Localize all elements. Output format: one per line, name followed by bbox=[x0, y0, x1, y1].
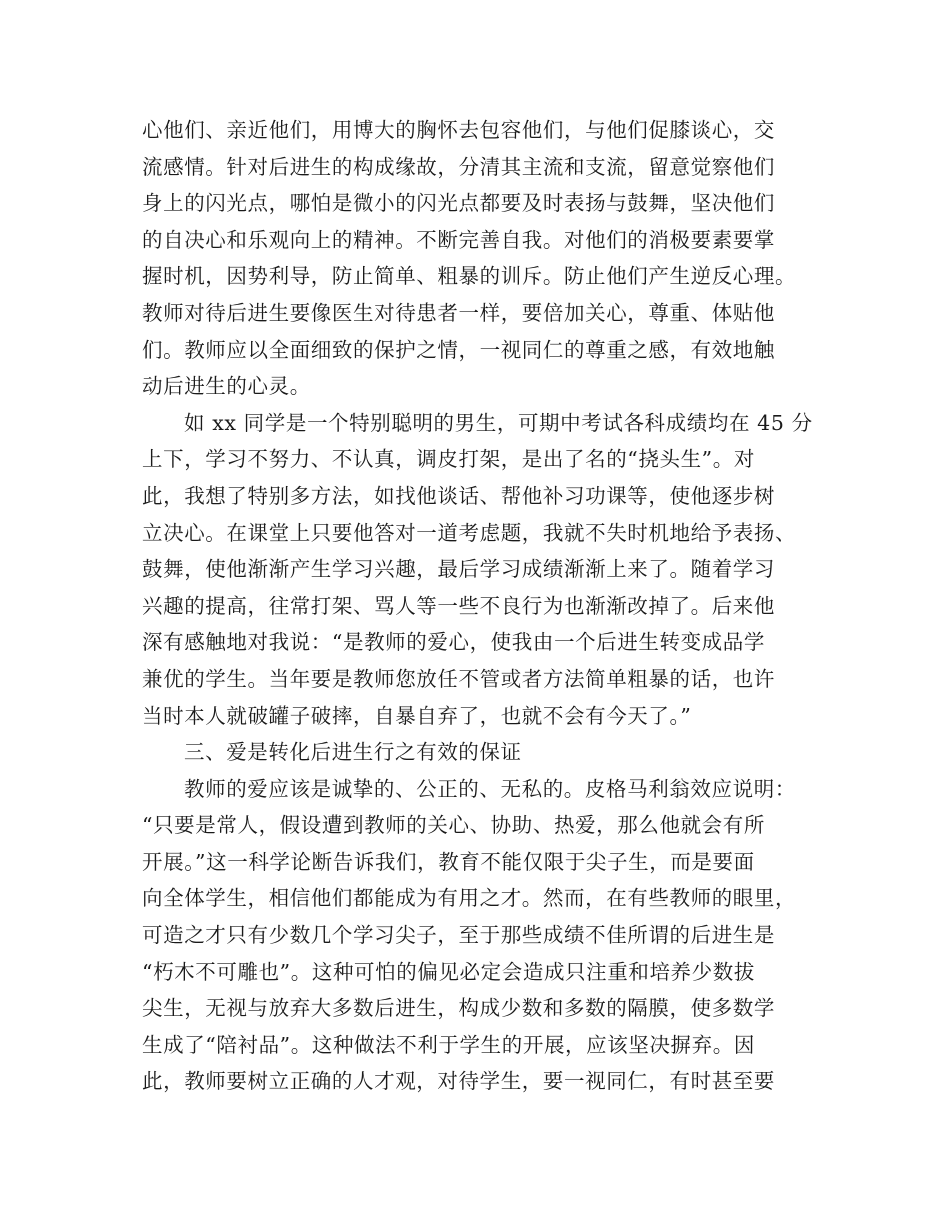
text-line: 教师对待后进生要像医生对待患者一样，要倍加关心，尊重、体贴他 bbox=[142, 300, 775, 325]
text-line: “朽木不可雕也”。这种可怕的偏见必定会造成只注重和培养少数拔 bbox=[142, 959, 755, 984]
text-line: 此，教师要树立正确的人才观，对待学生，要一视同仁，有时甚至要 bbox=[142, 1069, 775, 1094]
text-line: 流感情。针对后进生的构成缘故，分清其主流和支流，留意觉察他们 bbox=[142, 154, 775, 179]
text-line: 兼优的学生。当年要是教师您放任不管或者方法简单粗暴的话，也许 bbox=[142, 666, 775, 691]
paragraph-first-line: 如 xx 同学是一个特别聪明的男生，可期中考试各科成绩均在 45 分 bbox=[184, 410, 813, 435]
section-heading: 三、爱是转化后进生行之有效的保证 bbox=[184, 740, 522, 765]
text-line: 此，我想了特别多方法，如找他谈话、帮他补习功课等，使他逐步树 bbox=[142, 483, 775, 508]
text-line: 生成了“陪衬品”。这种做法不利于学生的开展，应该坚决摒弃。因 bbox=[142, 1032, 755, 1057]
body-text bbox=[142, 112, 826, 1100]
paragraph-first-line: 教师的爱应该是诚挚的、公正的、无私的。皮格马利翁效应说明： bbox=[184, 776, 796, 801]
text-line: 鼓舞，使他渐渐产生学习兴趣，最后学习成绩渐渐上来了。随着学习 bbox=[142, 557, 775, 582]
text-line: 深有感触地对我说：“是教师的爱心，使我由一个后进生转变成品学 bbox=[142, 630, 765, 655]
text-line: 立决心。在课堂上只要他答对一道考虑题，我就不失时机地给予表扬、 bbox=[142, 520, 797, 545]
text-line: 的自决心和乐观向上的精神。不断完善自我。对他们的消极要素要掌 bbox=[142, 227, 775, 252]
text-line: 心他们、亲近他们，用博大的胸怀去包容他们，与他们促膝谈心，交 bbox=[142, 118, 775, 142]
text-line: 动后进生的心灵。 bbox=[142, 374, 311, 399]
text-line: 兴趣的提高，往常打架、骂人等一些不良行为也渐渐改掉了。后来他 bbox=[142, 593, 775, 618]
text-line: 上下，学习不努力、不认真，调皮打架，是出了名的“挠头生”。对 bbox=[142, 447, 755, 472]
text-line: 当时本人就破罐子破摔，自暴自弃了，也就不会有今天了。” bbox=[142, 703, 692, 728]
text-line: 可造之才只有少数几个学习尖子，至于那些成绩不佳所谓的后进生是 bbox=[142, 923, 775, 948]
text-line: 们。教师应以全面细致的保护之情，一视同仁的尊重之感，有效地触 bbox=[142, 337, 775, 362]
text-line: “只要是常人，假设遭到教师的关心、协助、热爱，那么他就会有所 bbox=[142, 813, 765, 838]
text-line: 向全体学生，相信他们都能成为有用之才。然而，在有些教师的眼里， bbox=[142, 886, 797, 911]
text-line: 身上的闪光点，哪怕是微小的闪光点都要及时表扬与鼓舞，坚决他们 bbox=[142, 191, 775, 216]
text-line: 开展。”这一科学论断告诉我们，教育不能仅限于尖子生，而是要面 bbox=[142, 849, 755, 874]
text-line: 尖生，无视与放弃大多数后进生，构成少数和多数的隔膜，使多数学 bbox=[142, 996, 775, 1021]
text-line: 握时机，因势利导，防止简单、粗暴的训斥。防止他们产生逆反心理。 bbox=[142, 264, 797, 289]
